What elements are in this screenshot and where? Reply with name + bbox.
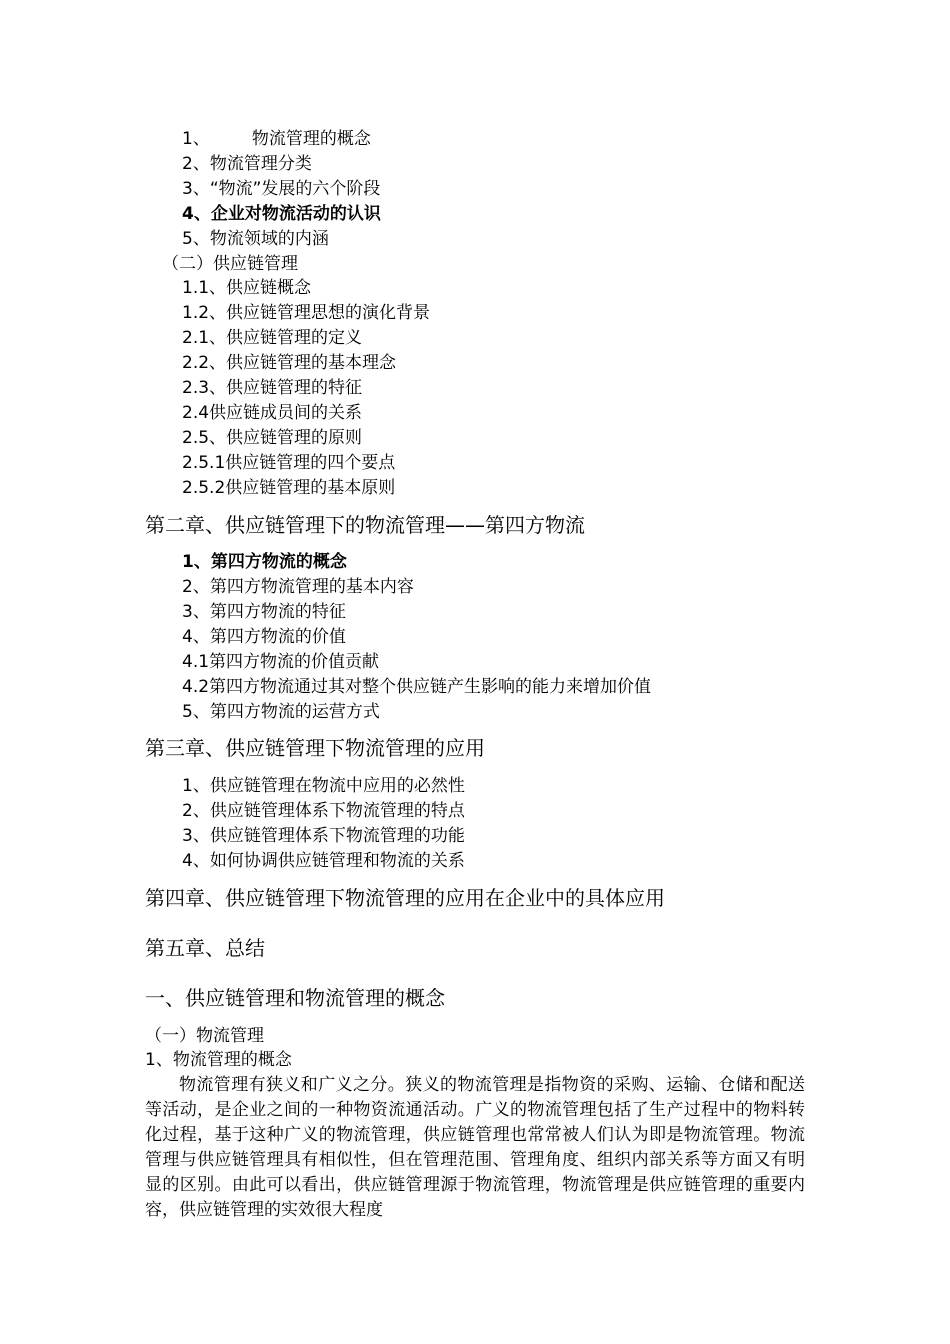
- subsubsection-heading: 1、物流管理的概念: [145, 1050, 292, 1070]
- toc-item: 3、供应链管理体系下物流管理的功能: [182, 826, 465, 846]
- toc-item: 1.1、供应链概念: [182, 278, 312, 298]
- toc-item: 2.3、供应链管理的特征: [182, 378, 363, 398]
- toc-item: 4、第四方物流的价值: [182, 627, 346, 647]
- toc-item: 1、供应链管理在物流中应用的必然性: [182, 776, 465, 796]
- chapter-heading: 第五章、总结: [145, 936, 265, 960]
- toc-item: 1、第四方物流的概念: [182, 552, 347, 572]
- toc-item: 2.4供应链成员间的关系: [182, 403, 363, 423]
- toc-item: 2.2、供应链管理的基本理念: [182, 353, 397, 373]
- toc-item: 4、如何协调供应链管理和物流的关系: [182, 851, 465, 871]
- toc-number: 1、: [182, 129, 210, 149]
- body-paragraph: [145, 1073, 805, 1223]
- chapter-heading: 第二章、供应链管理下的物流管理——第四方物流: [145, 513, 585, 537]
- chapter-heading: 第三章、供应链管理下物流管理的应用: [145, 736, 485, 760]
- toc-item: 2.1、供应链管理的定义: [182, 328, 363, 348]
- chapter-heading: 第四章、供应链管理下物流管理的应用在企业中的具体应用: [145, 886, 665, 910]
- toc-item: [182, 128, 371, 150]
- toc-item: 2、供应链管理体系下物流管理的特点: [182, 801, 465, 821]
- toc-section: （二）供应链管理: [162, 254, 298, 274]
- toc-item: 2.5.1供应链管理的四个要点: [182, 453, 396, 473]
- toc-text: 物流管理的概念: [251, 129, 371, 149]
- toc-item: 2、第四方物流管理的基本内容: [182, 577, 414, 597]
- toc-item: 5、物流领域的内涵: [182, 229, 329, 249]
- paragraph-text: 物流管理有狭义和广义之分。狭义的物流管理是指物资的采购、运输、仓储和配送等活动，是企业之间的一种物资流通活动。广义的物流管理包括了生产过程中的物料转化过程，基于这种广义的物流管理，供应链管理也常常被人们认为即是物流管理。物流管理与供应链管理具有相似性，但在管理范围、管理角度、组织内部关系等方面又有明显的区别。由此可以看出，供应链管理源于物流管理，物流管理是供应链管理的重要内容，供应链管理的实效很大程度: [145, 1075, 805, 1220]
- toc-item: 3、“物流”发展的六个阶段: [182, 179, 381, 199]
- toc-item: 3、第四方物流的特征: [182, 602, 346, 622]
- toc-item: 4、企业对物流活动的认识: [182, 204, 381, 224]
- toc-item: 2、物流管理分类: [182, 154, 312, 174]
- toc-item: 2.5.2供应链管理的基本原则: [182, 478, 396, 498]
- subsection-heading: （一）物流管理: [145, 1026, 264, 1046]
- toc-item: 1.2、供应链管理思想的演化背景: [182, 303, 431, 323]
- toc-item: 4.1第四方物流的价值贡献: [182, 652, 380, 672]
- section-heading: 一、供应链管理和物流管理的概念: [145, 986, 445, 1010]
- toc-item: 4.2第四方物流通过其对整个供应链产生影响的能力来增加价值: [182, 677, 652, 697]
- toc-item: 2.5、供应链管理的原则: [182, 428, 363, 448]
- toc-item: 5、第四方物流的运营方式: [182, 702, 380, 722]
